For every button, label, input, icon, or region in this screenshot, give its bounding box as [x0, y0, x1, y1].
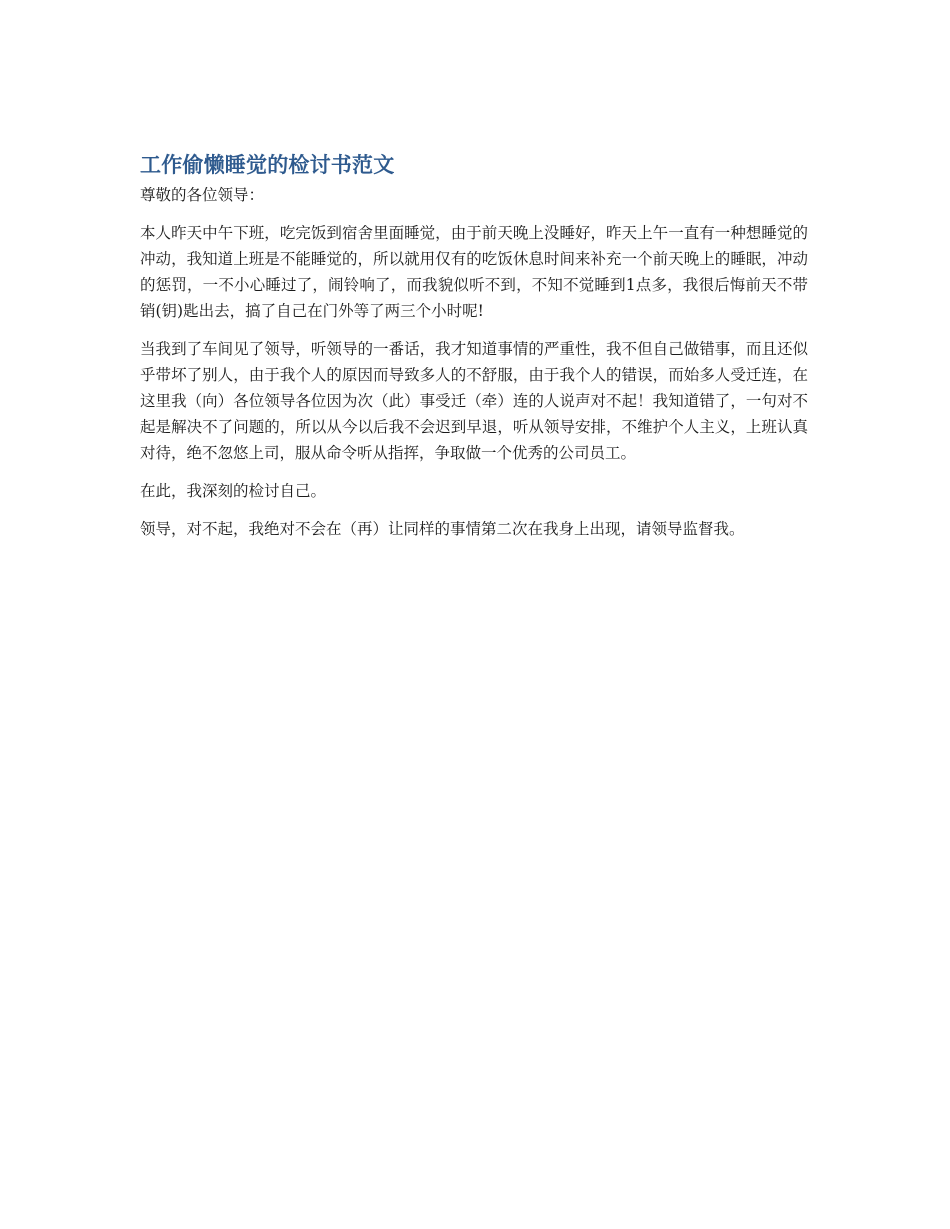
document-title: 工作偷懒睡觉的检讨书范文 [140, 153, 395, 177]
document-body [140, 150, 808, 554]
paragraph-incident: 本人昨天中午下班，吃完饭到宿舍里面睡觉，由于前天晚上没睡好，昨天上午一直有一种想睡觉的冲动，我知道上班是不能睡觉的，所以就用仅有的吃饭休息时间来补充一个前天晚上的睡眠，冲动的惩罚，一不小心睡过了，闹铃响了，而我貌似听不到，不知不觉睡到1点多，我很后悔前天不带销(钥)匙出去，搞了自己在门外等了两三个小时呢! [140, 224, 808, 320]
paragraph-apology: 当我到了车间见了领导，听领导的一番话，我才知道事情的严重性，我不但自己做错事，而且还似乎带坏了别人，由于我个人的原因而导致多人的不舒服，由于我个人的错误，而始多人受迁连，在这里我（向）各位领导各位因为次（此）事受迁（牵）连的人说声对不起！我知道错了，一句对不起是解决不了问题的，所以从今以后我不会迟到早退，听从领导安排，不维护个人主义，上班认真对待，绝不忽悠上司，服从命令听从指挥，争取做一个优秀的公司员工。 [140, 340, 808, 462]
paragraph-reflection: 在此，我深刻的检讨自己。 [140, 482, 327, 500]
salutation: 尊敬的各位领导： [140, 186, 265, 204]
paragraph-promise: 领导，对不起，我绝对不会在（再）让同样的事情第二次在我身上出现，请领导监督我。 [140, 520, 745, 538]
